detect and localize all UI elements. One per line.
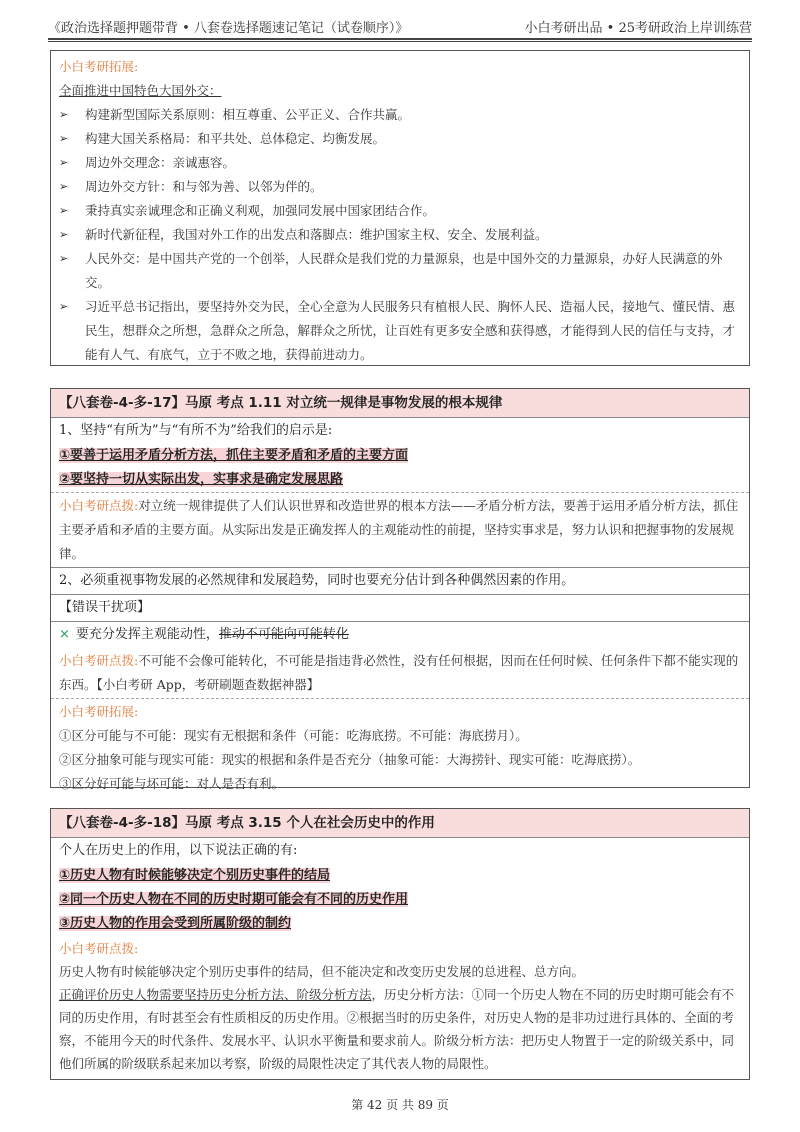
question-title: 【八套卷-4-多-17】马原 考点 1.11 对立统一规律是事物发展的根本规律 — [51, 389, 749, 417]
header-brand: 小白考研出品 • 25考研政治上岸训练营 — [524, 21, 752, 36]
tip-label: 小白考研点拨: — [59, 653, 139, 668]
distractor-label: 【错误干扰项】 — [59, 600, 151, 615]
page-number: 第 42 页 共 89 页 — [351, 1098, 449, 1112]
arrow-bullet-icon: ➢ — [59, 252, 69, 265]
answer-3: ③历史人物的作用会受到所属阶级的制约 — [59, 916, 292, 931]
tip-paragraph: 小白考研点拨:对立统一规律提供了人们认识世界和改造世界的根本方法——矛盾分析方法，要善于运用矛盾分析方法，抓住主要矛盾和矛盾的主要方面。从实际出发是正确发挥人的主观能动性的前提，坚持实事求是，努力认识和把握事物的发展规律。 — [59, 498, 739, 561]
extension-subtitle: 全面推进中国特色大国外交： — [59, 83, 222, 98]
list-item: ③区分好可能与坏可能：对人是否有利。 — [59, 776, 285, 791]
wrong-option: × 要充分发挥主观能动性，推动不可能向可能转化 — [59, 627, 349, 642]
question-card-18 — [50, 808, 750, 1080]
list-item: ②区分抽象可能与现实可能：现实的根据和条件是否充分（抽象可能：大海捞针、现实可能：吃海底捞）。 — [59, 752, 641, 767]
diplomacy-extension-box — [50, 50, 750, 366]
question-title: 【八套卷-4-多-18】马原 考点 3.15 个人在社会历史中的作用 — [51, 809, 749, 837]
header-doc-title: 《政治选择题押题带背 • 八套卷选择题速记笔记（试卷顺序）》 — [48, 21, 409, 36]
question-stem: 个人在历史上的作用，以下说法正确的有: — [59, 843, 298, 858]
tip-section — [51, 936, 749, 1076]
list-item: ➢ 习近平总书记指出，要坚持外交为民，全心全意为人民服务只有植根人民、胸怀人民、造福人民，接地气、懂民情、惠民生，想群众之所想，急群众之所急，解群众之所忧，让百姓有更多安全感和获得感，才能得到人民的信任与支持，才能有人气、有底气，立于不败之地，获得前进动力。 — [59, 295, 741, 367]
tip-paragraph: 正确评价历史人物需要坚持历史分析方法、阶级分析方法，历史分析方法：①同一个历史人物在不同的历史时期可能会有不同的历史作用，有时甚至会有性质相反的历史作用。②根据当时的历史条件，对历史人物的是非功过进行具体的、全面的考察，不能用今天的时代条件、发展水平、认识水平衡量和要求前人。阶级分析方法：把历史人物置于一定的阶级关系中，同他们所属的阶级联系起来加以考察，阶级的局限性决定了其代表人物的局限性。 — [59, 987, 735, 1071]
arrow-bullet-icon: ➢ — [59, 108, 69, 121]
arrow-bullet-icon: ➢ — [59, 300, 69, 313]
question-stem-1: 1、坚持“有所为”与“有所不为”给我们的启示是: — [59, 423, 333, 438]
list-item: ➢ 周边外交理念：亲诚惠容。 — [59, 151, 741, 175]
list-item: ➢ 构建大国关系格局：和平共处、总体稳定、均衡发展。 — [59, 127, 741, 151]
extension-label: 小白考研拓展: — [59, 59, 139, 74]
list-item: ➢ 周边外交方针：和与邻为善、以邻为伴的。 — [59, 175, 741, 199]
arrow-bullet-icon: ➢ — [59, 132, 69, 145]
answer-2: ②同一个历史人物在不同的历史时期可能会有不同的历史作用 — [59, 892, 409, 907]
header-rule-thin — [48, 41, 752, 42]
tip-label: 小白考研点拨: — [59, 498, 139, 513]
arrow-bullet-icon: ➢ — [59, 156, 69, 169]
extension-label: 小白考研拓展: — [59, 704, 139, 719]
arrow-bullet-icon: ➢ — [59, 204, 69, 217]
list-item: ➢ 新时代新征程，我国对外工作的出发点和落脚点：维护国家主权、安全、发展利益。 — [59, 223, 741, 247]
question-stem-2: 2、必须重视事物发展的必然规律和发展趋势，同时也要充分估计到各种偶然因素的作用。 — [59, 573, 575, 588]
header-rule — [48, 38, 752, 40]
list-item: ①区分可能与不可能：现实有无根据和条件（可能：吃海底捞。不可能：海底捞月）。 — [59, 728, 528, 743]
answer-1: ①历史人物有时候能够决定个别历史事件的结局 — [59, 868, 331, 883]
question-card-17 — [50, 388, 750, 791]
arrow-bullet-icon: ➢ — [59, 180, 69, 193]
answer-1: ①要善于运用矛盾分析方法，抓住主要矛盾和矛盾的主要方面 — [59, 448, 409, 463]
list-item: ➢ 人民外交：是中国共产党的一个创举，人民群众是我们党的力量源泉，也是中国外交的力量源泉，办好人民满意的外交。 — [59, 247, 741, 295]
tip-label: 小白考研点拨: — [59, 941, 139, 956]
struck-text: 推动不可能向可能转化 — [218, 627, 349, 642]
tip-paragraph: 历史人物有时候能够决定个别历史事件的结局，但不能决定和改变历史发展的总进程、总方向。 — [59, 964, 585, 979]
arrow-bullet-icon: ➢ — [59, 228, 69, 241]
page-header — [48, 12, 752, 36]
extension-section — [51, 699, 749, 797]
list-item: ➢ 秉持真实亲诚理念和正确义利观，加强同发展中国家团结合作。 — [59, 199, 741, 223]
cross-icon: × — [59, 627, 70, 642]
tip-paragraph-2: 小白考研点拨:不可能不会像可能转化，不可能是指违背必然性，没有任何根据，因而在任何时候、任何条件下都不能实现的东西。【小白考研 App，考研刷题查数据神器】 — [59, 653, 739, 692]
answer-2: ②要坚持一切从实际出发，实事求是确定发展思路 — [59, 472, 344, 487]
list-item: ➢ 构建新型国际关系原则：相互尊重、公平正义、合作共赢。 — [59, 103, 741, 127]
